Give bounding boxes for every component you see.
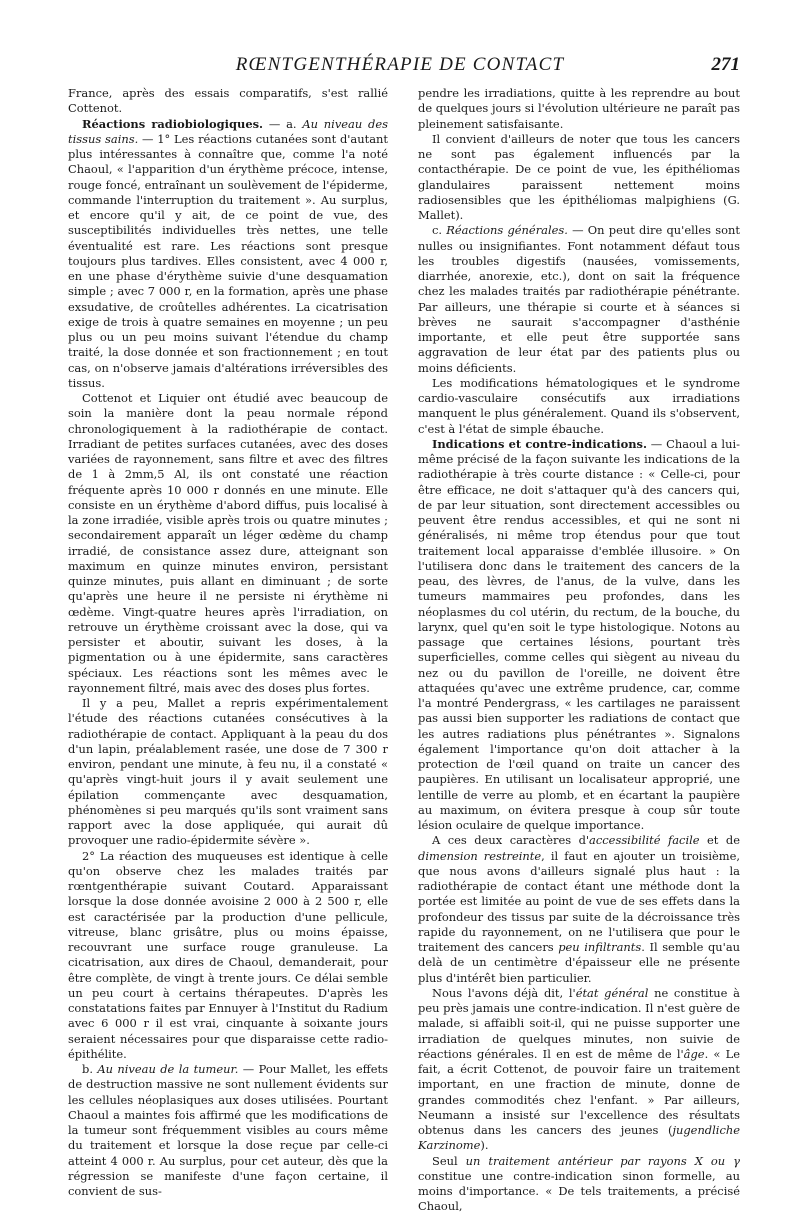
paragraph: b. Au niveau de la tumeur. — Pour Mallet, les effets de destruction massive ne sont nullement évidents sur les cellules néoplasiques aux doses utilisées. Pourtant Chaoul a maintes fois affirmé que les modifications de la tumeur sont fréquemment visibles au cours même du traitement et lorsque la dose reçue par celle-ci atteint 4 000 r. Au surplus, pour cet auteur, dès que la régression se manifeste d'une façon certaine, il convient de sus-	[68, 1062, 389, 1198]
paragraph: Seul un traitement antérieur par rayons X ou γ constitue une contre-indication sinon formelle, au moins d'importance. « De tels traitements, a précisé Chaoul,	[418, 1153, 740, 1214]
paragraph: Il y a peu, Mallet a repris expérimentalement l'étude des réactions cutanées consécutives à la radiothérapie de contact. Appliquant à la peau du dos d'un lapin, préalablement rasée, une dose de 7 300 r environ, pendant une minute, à feu nu, il a constaté « qu'après vingt-huit jours il y avait seulement une épilation commençante avec desquamation, phénomènes si peu marqués qu'ils sont vraiment sans rapport avec la dose appliquée, qui aurait dû provoquer une radio-épidermite sévère ».	[68, 696, 388, 848]
paragraph: 2° La réaction des muqueuses est identique à celle qu'on observe chez les malades traités par rœntgenthérapie suivant Coutard. Apparaissant lorsque la dose donnée avoisine 2 000 à 2 500 r, elle est caractérisée par la production d'une pellicule, vitreuse, blanc grisâtre, plus ou moins épaisse, recouvrant une surface rouge granuleuse. La cicatrisation, aux dires de Chaoul, demanderait, pour être complète, de vingt à trente jours. Ce délai semble un peu court à certains thérapeutes. D'après les constatations faites par Ennuyer à l'Institut du Radium avec 6 000 r il est vrai, cinquante à soixante jours seraient nécessaires pour que disparaisse cette radio-épithélite.	[68, 848, 388, 1061]
paragraph: Cottenot et Liquier ont étudié avec beaucoup de soin la manière dont la peau normale répond chronologiquement à la radiothérapie de contact. Irradiant de petites surfaces cutanées, avec des doses variées de rayonnement, sans filtre et avec des filtres de 1 à 2mm,5 Al, ils ont constaté une réaction fréquente après 10 000 r donnés en une minute. Elle consiste en un érythème d'abord diffus, puis localisé à la zone irradiée, visible après trois ou quatre minutes ; secondairement apparaît un léger œdème du champ irradié, de consistance assez dure, atteignant son maximum en quinze minutes environ, persistant quinze minutes, puis allant en diminuant ; de sorte qu'après une heure il ne persiste ni érythème ni œdème. Vingt-quatre heures après l'irradiation, on retrouve un érythème croissant avec la dose, qui va persister et aboutir, suivant les doses, à la pigmentation ou à une épidermite, sans caractères spéciaux. Les réactions sont les mêmes avec le rayonnement filtré, mais avec des doses plus fortes.	[68, 391, 388, 695]
paragraph: A ces deux caractères d'accessibilité facile et de dimension restreinte, il faut en ajouter un troisième, que nous avons d'ailleurs signalé plus haut : la radiothérapie de contact étant une méthode dont la portée est limitée au point de vue de ses effets dans la profondeur des tissus par suite de la décroissance très rapide du rayonnement, on ne l'utilisera que pour le traitement des cancers peu infiltrants. Il semble qu'au delà de un centimètre d'épaisseur elle ne présente plus d'intérêt bien particulier.	[418, 833, 740, 985]
left-column	[68, 86, 388, 1199]
section-heading: Réactions radiobiologiques.	[82, 116, 264, 131]
running-title: RŒNTGENTHÉRAPIE DE CONTACT	[235, 54, 565, 75]
paragraph: Nous l'avons déjà dit, l'état général ne constitue à peu près jamais une contre-indication. Il n'est guère de malade, si affaibli soit-il, qui ne puisse supporter une irradiation de quelques minutes, non suivie de réactions générales. Il en est de même de l'âge. « Le fait, a écrit Cottenot, de pouvoir faire un traitement important, en une fraction de minute, donne de grandes commodités chez l'enfant. » Par ailleurs, Neumann a insisté sur l'excellence des résultats obtenus dans les cancers des jeunes (jugendliche Karzinome).	[418, 985, 740, 1153]
paragraph: Réactions radiobiologiques. — a. Au niveau des tissus sains. — 1° Les réactions cutanées sont d'autant plus intéressantes à connaître que, comme l'a noté Chaoul, « l'apparition d'un érythème précoce, intense, rouge foncé, entraînant un soulèvement de l'épiderme, commande l'interruption du traitement ». Au surplus, et encore qu'il y ait, de ce point de vue, des susceptibilités individuelles très nettes, une telle éventualité est rare. Les réactions sont presque toujours plus tardives. Elles consistent, avec 4 000 r, en une phase d'érythème suivie d'une desquamation simple ; avec 7 000 r, en la formation, après une phase exsudative, de croûtelles adhérentes. La cicatrisation exige de trois à quatre semaines en moyenne ; un peu plus ou un peu moins suivant l'étendue du champ traité, la dose donnée et son fractionnement ; en tout cas, on n'observe jamais d'altérations irréversibles des tissus.	[68, 116, 388, 390]
paragraph: Il convient d'ailleurs de noter que tous les cancers ne sont pas également influencés par la contacthérapie. De ce point de vue, les épithéliomas glandulaires paraissent nettement moins radiosensibles que les épithéliomas malpighiens (G. Mallet).	[418, 131, 740, 222]
page-header	[60, 52, 740, 82]
paragraph: Les modifications hématologiques et le syndrome cardio-vasculaire consécutifs aux irradiations manquent le plus généralement. Quand ils s'observent, c'est à l'état de simple ébauche.	[418, 375, 740, 436]
right-column	[418, 86, 740, 1215]
page-number: 271	[711, 54, 740, 75]
paragraph: pendre les irradiations, quitte à les reprendre au bout de quelques jours si l'évolution ultérieure ne paraît pas pleinement satisfaisante.	[418, 86, 740, 131]
paragraph: France, après des essais comparatifs, s'est rallié Cottenot.	[68, 86, 388, 116]
paragraph: c. Réactions générales. — On peut dire qu'elles sont nulles ou insignifiantes. Font notamment défaut tous les troubles digestifs (nausées, vomissements, diarrhée, anorexie, etc.), dont on sait la fréquence chez les malades traités par radiothérapie pénétrante. Par ailleurs, une thérapie si courte et à séances si brèves ne saurait s'accompagner d'asthénie importante, et elle peut être supportée sans aggravation de leur état par des patients plus ou moins déficients.	[418, 223, 740, 375]
paragraph: Indications et contre-indications. — Chaoul a lui-même précisé de la façon suivante les indications de la radiothérapie à très courte distance : « Celle-ci, pour être efficace, ne doit s'attaquer qu'à des cancers qui, de par leur situation, sont directement accessibles ou peuvent être rendus accessibles, et qui ne sont ni généralisés, ni même trop étendus pour que tout traitement local apparaisse d'emblée illusoire. » On l'utilisera donc dans le traitement des cancers de la peau, des lèvres, de l'anus, de la vulve, dans les tumeurs mammaires peu profondes, dans les néoplasmes du col utérin, du rectum, de la bouche, du larynx, quel qu'en soit le type histologique. Notons au passage que certaines lésions, pourtant très superficielles, comme celles qui siègent au niveau du nez ou du pavillon de l'oreille, ne doivent être attaquées qu'avec une extrême prudence, car, comme l'a montré Pendergrass, « les cartilages ne paraissent pas aussi bien supporter les radiations de contact que les autres radiations plus pénétrantes ». Signalons également l'importance qu'on doit attacher à la protection de l'œil quand on traite un cancer des paupières. En utilisant un localisateur approprié, une lentille de verre au plomb, et en écartant la paupière au maximum, on évitera presque à coup sûr toute lésion oculaire de quelque importance.	[418, 436, 740, 832]
section-heading: Indications et contre-indications.	[432, 436, 647, 451]
